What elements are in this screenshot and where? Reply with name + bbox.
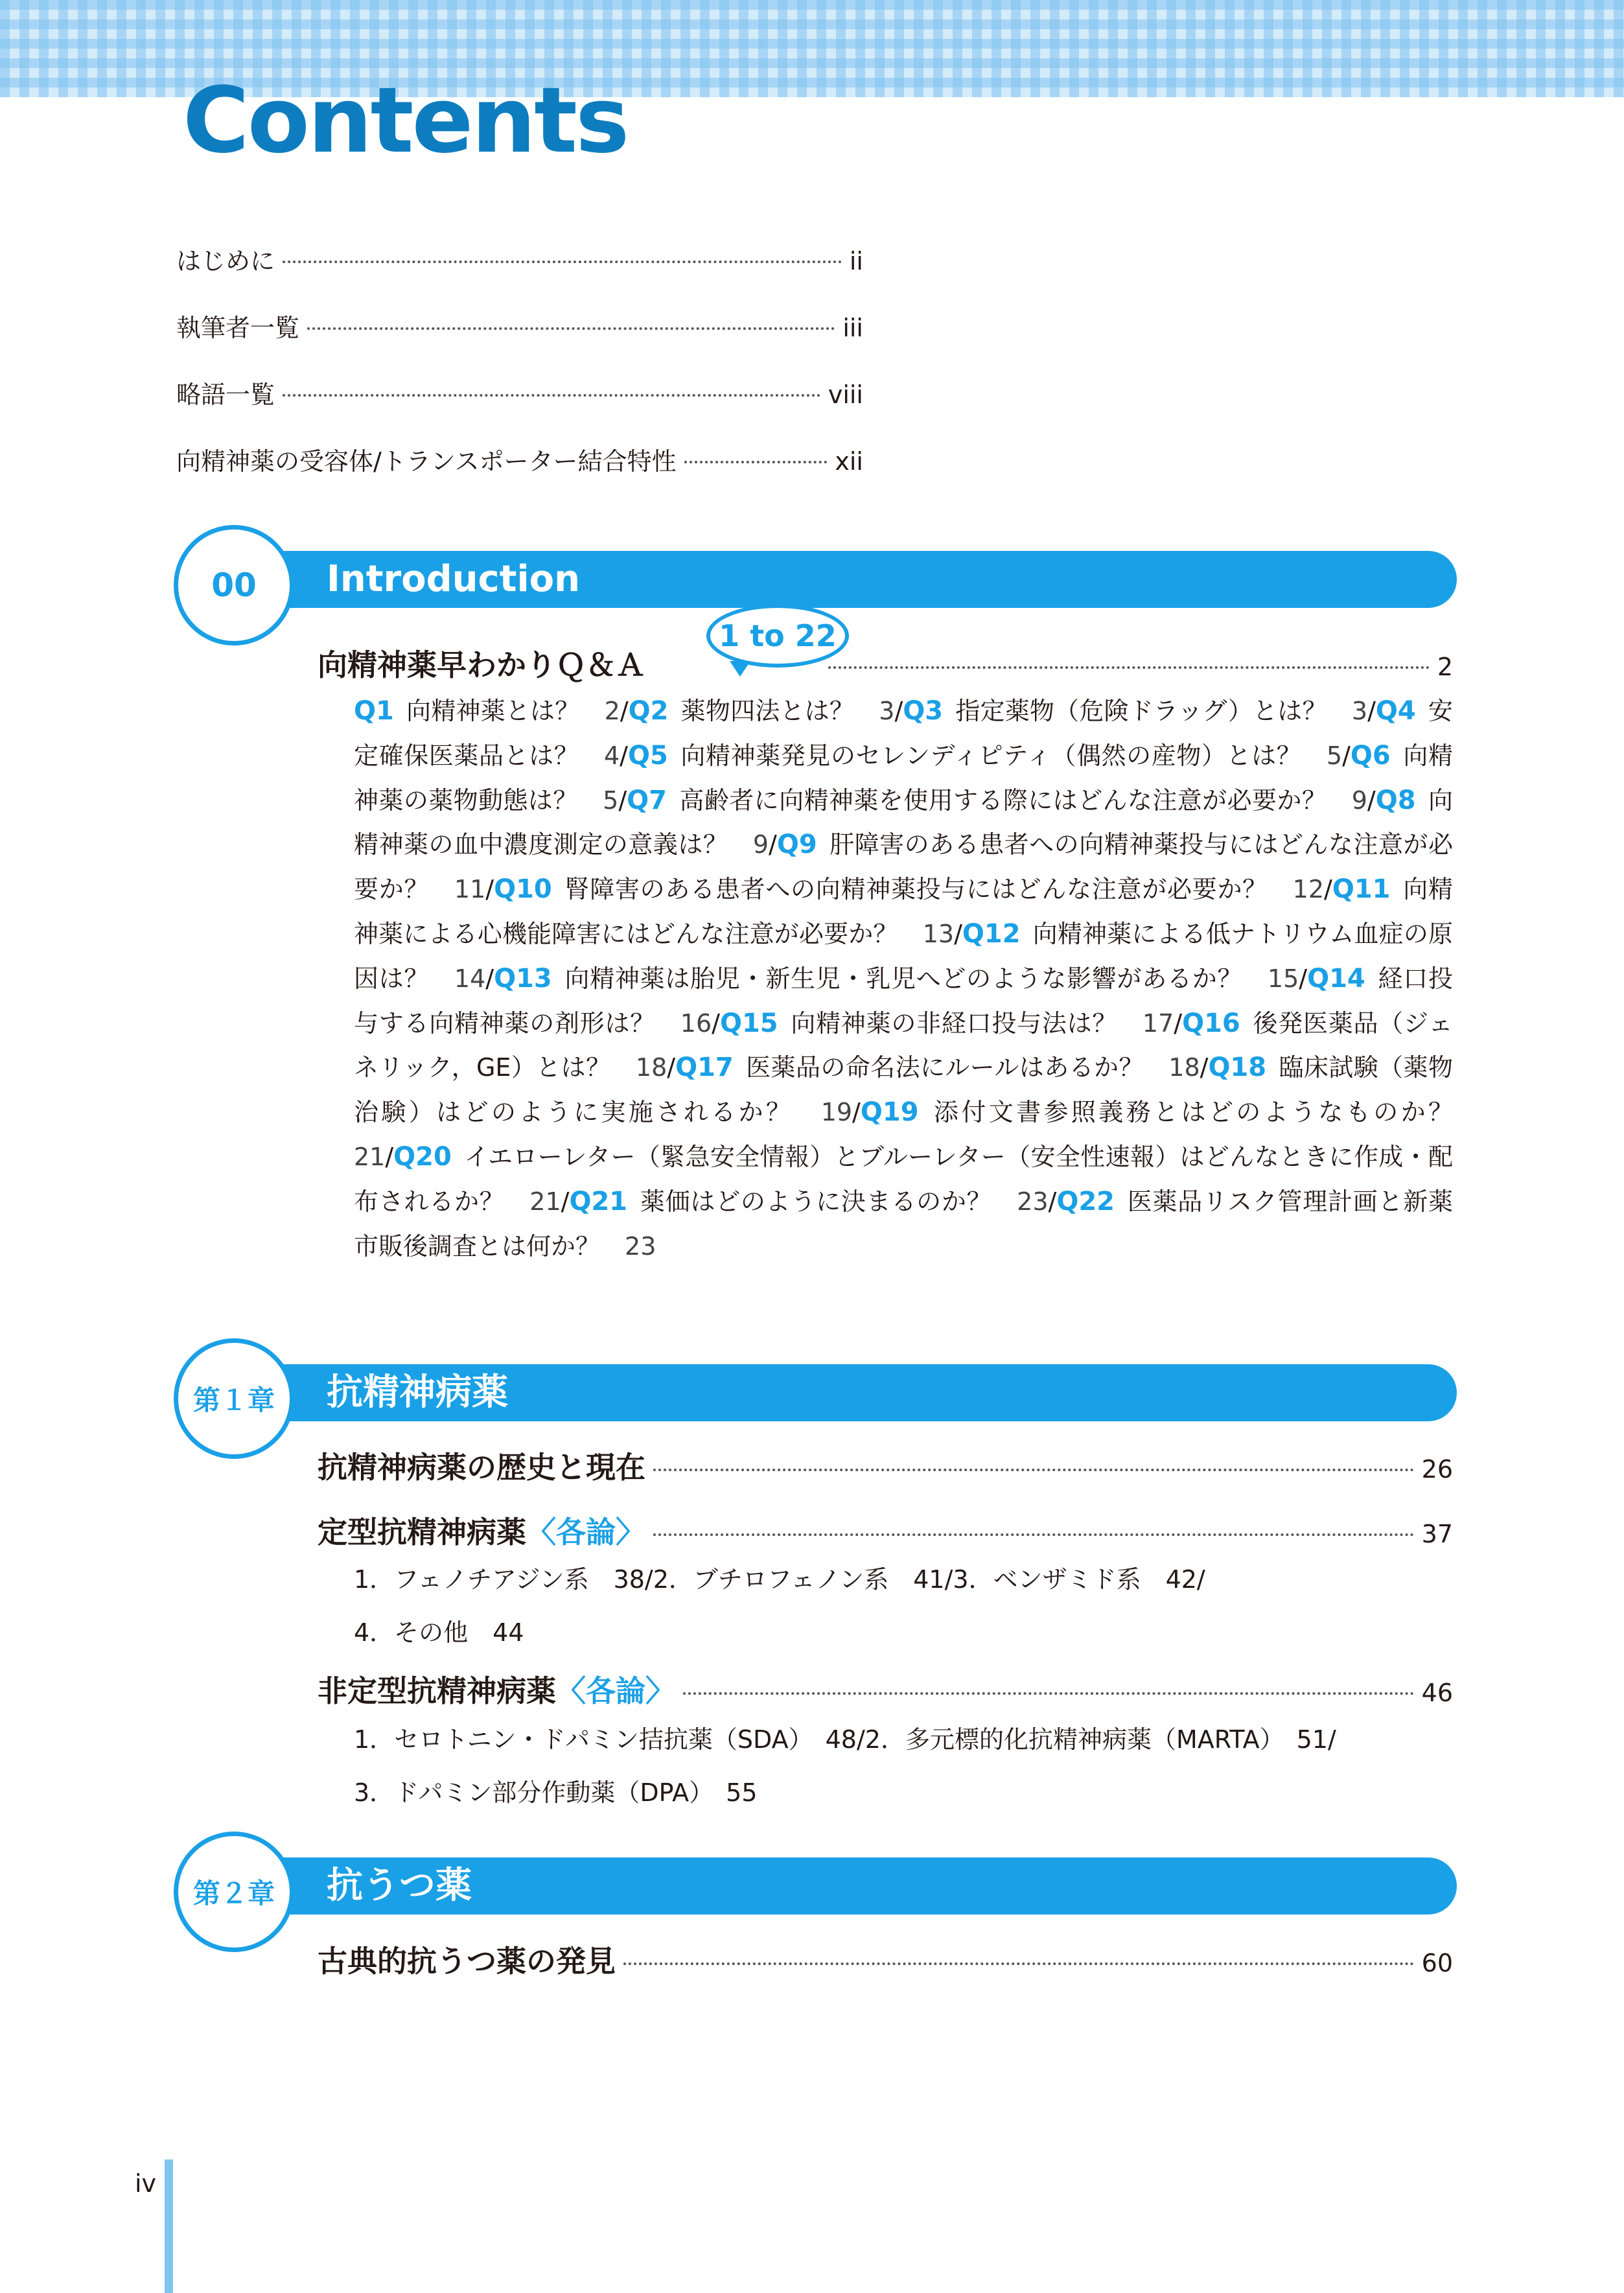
footer-accent-bar <box>165 2159 173 2293</box>
toc-entry-page: ii <box>849 247 863 275</box>
toc-entry-label: はじめに <box>176 247 275 275</box>
dot-leader <box>307 327 835 330</box>
qa-page: 5 <box>603 786 619 815</box>
qa-page: 21 <box>354 1142 386 1171</box>
qa-question-number[interactable]: Q10 <box>494 874 552 905</box>
qa-question-text: 医薬品リスク管理計画と新薬市販後調査とは何か？ <box>354 1187 1453 1261</box>
speech-bubble-badge: 1 to 22 <box>706 604 849 668</box>
toc-entry-page: xii <box>835 447 863 476</box>
qa-question-text: 医薬品の命名法にルールはあるか？ <box>745 1053 1144 1082</box>
qa-page: 3 <box>879 697 895 725</box>
qa-page: 14 <box>454 964 486 993</box>
qa-question-number[interactable]: Q17 <box>675 1053 734 1083</box>
dot-leader <box>283 394 820 397</box>
entry-page: 26 <box>1421 1455 1453 1484</box>
qa-question-text: 向精神薬の非経口投与法は？ <box>790 1008 1118 1038</box>
qa-question-text: 向精神薬発見のセレンディピティ（偶然の産物）とは？ <box>680 741 1302 770</box>
qa-question-number[interactable]: Q2 <box>628 696 669 726</box>
qa-question-text: 向精神薬による低ナトリウム血症の原因は？ <box>354 919 1453 993</box>
toc-entry[interactable] <box>176 308 863 375</box>
qa-page: 3 <box>1351 697 1368 725</box>
qa-question-number[interactable]: Q7 <box>627 785 667 815</box>
qa-question-number[interactable]: Q8 <box>1375 785 1416 815</box>
qa-page: 9 <box>752 830 769 859</box>
chapter-number-badge: 第１章 <box>174 1338 294 1459</box>
qa-page: 11 <box>454 875 486 904</box>
qa-question-number[interactable]: Q21 <box>569 1186 628 1216</box>
qa-page: 18 <box>635 1053 667 1082</box>
entry-page: 46 <box>1421 1679 1453 1707</box>
entry-title: 定型抗精神病薬 <box>318 1515 526 1550</box>
toc-entry-label: 執筆者一覧 <box>176 314 300 342</box>
qa-question-number[interactable]: Q5 <box>627 740 668 771</box>
qa-question-number[interactable]: Q6 <box>1350 740 1391 771</box>
page-title: Contents <box>183 68 628 174</box>
toc-entry[interactable] <box>318 1668 1453 1710</box>
qa-question-number[interactable]: Q16 <box>1182 1008 1240 1038</box>
chapter-title: 抗精神病薬 <box>327 1371 508 1414</box>
qa-question-text: 向精神薬とは？ <box>406 697 580 725</box>
toc-entry-page: viii <box>828 380 863 409</box>
qa-question-text: 経口投与する向精神薬の剤形は？ <box>354 964 1453 1038</box>
qa-page: 18 <box>1168 1053 1200 1082</box>
qa-question-number[interactable]: Q9 <box>776 830 817 860</box>
qa-question-text: 向精神薬による心機能障害にはどんな注意が必要か？ <box>354 875 1453 948</box>
qa-question-text: 腎障害のある患者への向精神薬投与にはどんな注意が必要か？ <box>564 875 1268 904</box>
qa-question-text: 肝障害のある患者への向精神薬投与にはどんな注意が必要か？ <box>354 830 1453 904</box>
qa-question-text: 後発医薬品（ジェネリック，GE）とは？ <box>354 1008 1453 1082</box>
front-matter-list <box>176 241 863 508</box>
qa-page: 2 <box>604 697 620 725</box>
qa-question-number[interactable]: Q22 <box>1056 1186 1115 1216</box>
page-number: iv <box>135 2169 157 2198</box>
sub-entries: 1．フェノチアジン系 38/2．ブチロフェノン系 41/3．ベンザミド系 42/ 4．その他 44 <box>354 1565 1205 1647</box>
sub-entries: 1．セロトニン・ドパミン拮抗薬（SDA） 48/2．多元標的化抗精神病薬（MARTA） 51/ 3．ドパミン部分作動薬（DPA） 55 <box>354 1725 1336 1807</box>
dot-leader <box>684 461 828 463</box>
qa-question-number[interactable]: Q20 <box>393 1141 452 1172</box>
toc-entry-page: iii <box>842 314 863 342</box>
entry-page: 37 <box>1421 1520 1453 1548</box>
toc-entry[interactable] <box>176 375 863 441</box>
qa-question-text: 向精神薬の血中濃度測定の意義は？ <box>354 786 1453 859</box>
entry-page: 2 <box>1437 653 1453 681</box>
entry-title: 古典的抗うつ薬の発見 <box>318 1944 616 1979</box>
qa-page: 23 <box>625 1231 656 1261</box>
entry-page: 60 <box>1421 1949 1453 1977</box>
dot-leader <box>828 666 1430 669</box>
qa-page: 19 <box>820 1098 853 1127</box>
chapter-title: Introduction <box>327 558 581 600</box>
qa-question-text: 高齢者に向精神薬を使用する際にはどんな注意が必要か？ <box>679 786 1327 815</box>
qa-list: Q1 向精神薬とは？ 2/Q2 薬物四法とは？ 3/Q3 指定薬物（危険ドラッグ）とは？ 3/Q4 安定確保医薬品とは？ 4/Q5 向精神薬発見のセレンディピティ（偶然の産物）とは？ 5/Q6 向精神薬の薬物動態は？ 5/Q7 高齢者に向精神薬を使用する際にはどんな注意が必要か？ 9/Q8 向精神薬の血中濃度測定の意義は？ 9/Q9 肝障害のある患者への向精神薬投与にはどんな注意が必要か？ 11/Q10 腎障害のある患者への向精神薬投与にはどんな注意が必要か？ 12/Q11 向精神薬による心機能障害にはどんな注意が必要か？ 13/Q12 向精神薬による低ナトリウム血症の原因は？ 14/Q13 向精神薬は胎児・新生児・乳児へどのような影響があるか？ 15/Q14 経口投与する向精神薬の剤形は？ 16/Q15 向精神薬の非経口投与法は？ 17/Q16 後発医薬品（ジェネリック，GE）とは？ 18/Q17 医薬品の命名法にルールはあるか？ 18/Q18 臨床試験（薬物治験）はどのように実施されるか？ 19/Q19 添付文書参照義務とはどのようなものか？ 21/Q20 イエローレター（緊急安全情報）とブルーレター（安全性速報）はどんなときに作成・配布されるか？ 21/Q21 薬価はどのように決まるのか？ 23/Q22 医薬品リスク管理計画と新薬市販後調査とは何か？ 23 <box>354 696 1453 1261</box>
toc-entry-label: 略語一覧 <box>176 380 275 409</box>
qa-question-number[interactable]: Q1 <box>354 696 394 726</box>
qa-question-text: 向精神薬の薬物動態は？ <box>354 741 1453 815</box>
qa-page: 13 <box>922 919 955 948</box>
qa-page: 21 <box>529 1187 561 1216</box>
entry-note: 〈各論〉 <box>556 1673 675 1708</box>
qa-question-number[interactable]: Q12 <box>962 918 1021 949</box>
qa-question-number[interactable]: Q15 <box>719 1008 778 1038</box>
qa-question-text: 指定薬物（危険ドラッグ）とは？ <box>955 697 1327 725</box>
chapter-title: 抗うつ薬 <box>327 1865 472 1907</box>
entry-title: 抗精神病薬の歴史と現在 <box>318 1450 645 1485</box>
qa-question-text: 安定確保医薬品とは？ <box>354 697 1453 770</box>
qa-question-number[interactable]: Q19 <box>860 1097 919 1128</box>
chapter-number-badge: 第２章 <box>174 1832 294 1952</box>
qa-question-text: 薬物四法とは？ <box>680 697 855 725</box>
dot-leader <box>623 1962 1414 1965</box>
qa-question-number[interactable]: Q11 <box>1332 874 1391 905</box>
qa-page: 15 <box>1267 964 1299 993</box>
qa-page: 17 <box>1142 1008 1174 1038</box>
toc-entry[interactable] <box>176 241 863 308</box>
chapter-number-badge: 00 <box>174 525 294 646</box>
qa-question-text: イエローレター（緊急安全情報）とブルーレター（安全性速報）はどんなときに作成・配布されるか？ <box>354 1142 1453 1216</box>
qa-question-number[interactable]: Q18 <box>1208 1053 1267 1083</box>
toc-entry[interactable] <box>318 1444 1453 1487</box>
qa-page: 12 <box>1292 875 1324 904</box>
qa-page: 5 <box>1326 741 1343 770</box>
dot-leader <box>653 1533 1414 1536</box>
toc-entry[interactable] <box>318 1938 1453 1981</box>
speech-bubble-tail <box>730 661 750 677</box>
dot-leader <box>683 1692 1414 1695</box>
qa-question-text: 臨床試験（薬物治験）はどのように実施されるか？ <box>354 1053 1453 1127</box>
qa-page: 4 <box>603 741 620 770</box>
qa-question-number[interactable]: Q14 <box>1307 963 1365 994</box>
dot-leader <box>653 1469 1414 1471</box>
entry-title: 非定型抗精神病薬 <box>318 1673 556 1708</box>
qa-question-number[interactable]: Q13 <box>494 963 552 994</box>
entry-note: 〈各論〉 <box>526 1515 645 1550</box>
qa-page: 16 <box>680 1008 712 1038</box>
qa-question-text: 薬価はどのように決まるのか？ <box>640 1187 992 1216</box>
qa-page: 23 <box>1017 1187 1049 1216</box>
qa-question-number[interactable]: Q4 <box>1375 696 1416 726</box>
qa-page: 9 <box>1351 786 1367 815</box>
toc-entry-label: 向精神薬の受容体/トランスポーター結合特性 <box>176 447 677 476</box>
entry-title: 向精神薬早わかりＱ＆Ａ <box>318 647 645 682</box>
dot-leader <box>283 261 842 263</box>
qa-question-text: 添付文書参照義務とはどのようなものか？ <box>931 1098 1453 1127</box>
qa-question-number[interactable]: Q3 <box>903 696 944 726</box>
toc-entry-qa[interactable] <box>318 642 1453 684</box>
toc-entry[interactable] <box>176 441 863 508</box>
qa-question-text: 向精神薬は胎児・新生児・乳児へどのような影響があるか？ <box>564 964 1243 993</box>
toc-entry[interactable] <box>318 1509 1453 1552</box>
